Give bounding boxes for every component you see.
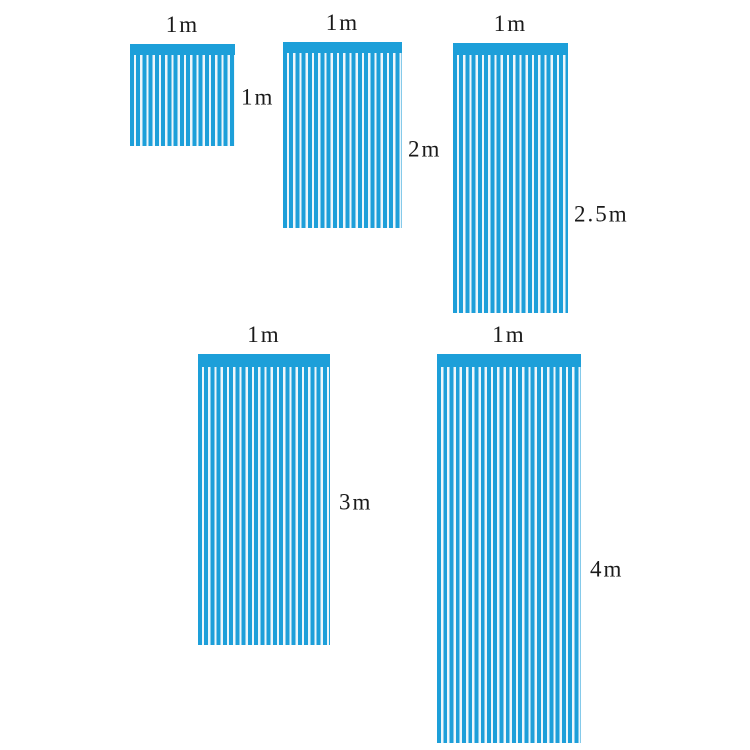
curtain-graphic bbox=[198, 354, 330, 645]
height-label: 3m bbox=[339, 489, 373, 515]
curtain-figure-1x4 bbox=[437, 322, 624, 743]
width-label: 1m bbox=[247, 322, 281, 347]
curtain-strings bbox=[198, 367, 330, 645]
curtain-graphic bbox=[130, 44, 235, 146]
width-label: 1m bbox=[493, 11, 528, 36]
curtain-header-bar bbox=[437, 354, 581, 367]
curtain-figure-1x2 bbox=[283, 10, 442, 228]
width-label: 1m bbox=[325, 10, 360, 35]
width-label: 1m bbox=[165, 12, 200, 37]
curtain-header-bar bbox=[283, 42, 402, 53]
curtain-figure-1x2_5 bbox=[453, 11, 629, 313]
curtain-figure-1x1 bbox=[130, 12, 275, 146]
curtain-strings bbox=[130, 55, 235, 146]
curtain-strings bbox=[283, 53, 402, 228]
height-label: 1m bbox=[241, 84, 275, 110]
width-label: 1m bbox=[492, 322, 526, 347]
curtain-header-bar bbox=[130, 44, 235, 55]
curtain-graphic bbox=[437, 354, 581, 743]
curtain-strings bbox=[437, 367, 581, 743]
curtain-graphic bbox=[453, 43, 568, 313]
curtain-figure-1x3 bbox=[198, 322, 373, 645]
curtain-strings bbox=[453, 55, 568, 313]
curtain-graphic bbox=[283, 42, 402, 228]
height-label: 2.5m bbox=[574, 201, 629, 227]
height-label: 2m bbox=[408, 136, 442, 162]
curtain-header-bar bbox=[453, 43, 568, 55]
curtain-header-bar bbox=[198, 354, 330, 367]
height-label: 4m bbox=[590, 556, 624, 582]
